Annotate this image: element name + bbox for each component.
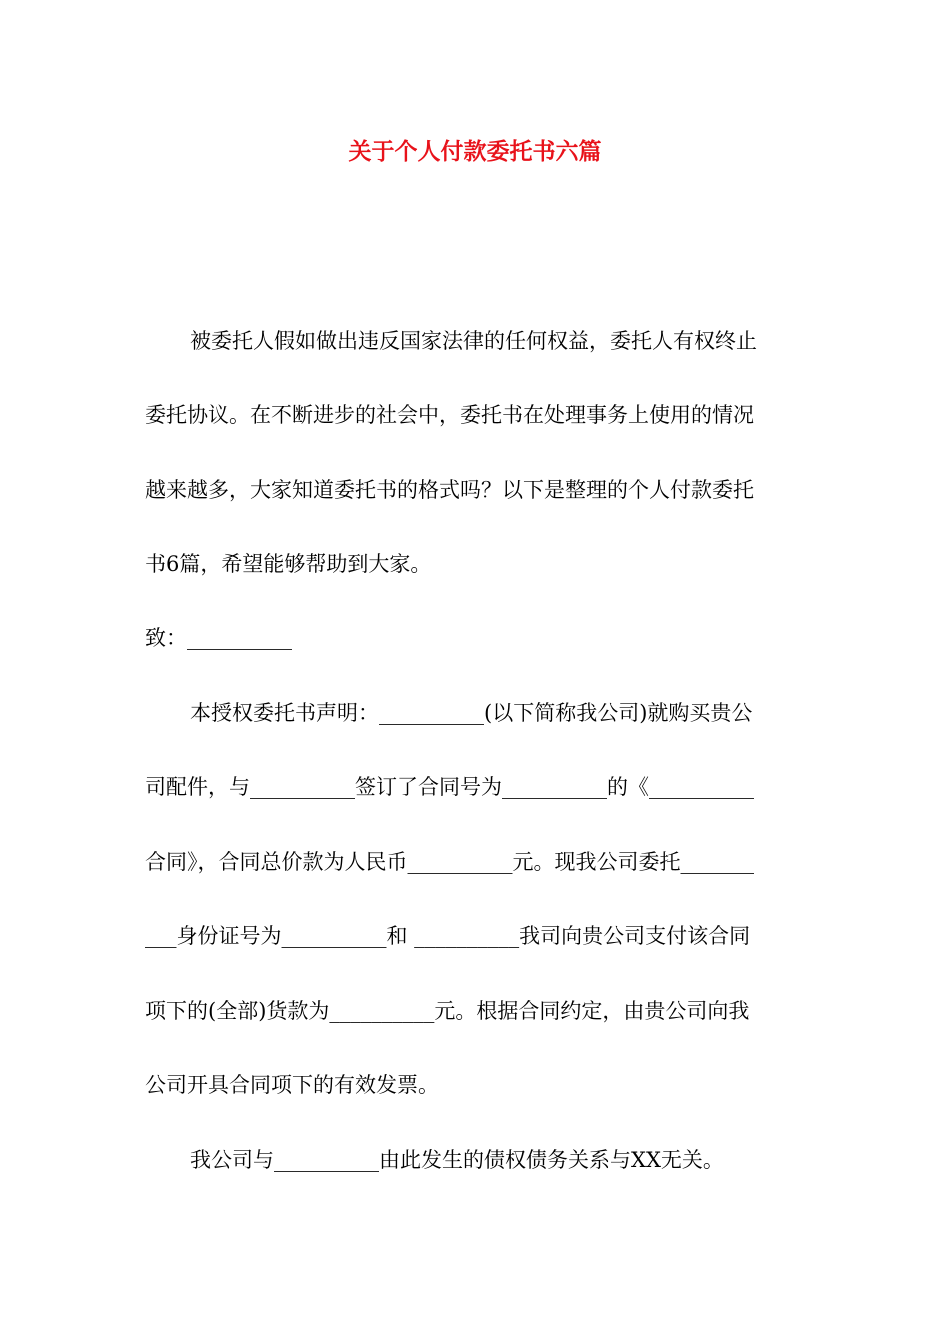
document-title: 关于个人付款委托书六篇	[348, 138, 602, 165]
intro-line-4: 书6篇，希望能够帮助到大家。	[145, 552, 432, 576]
statement-line-2: 司配件，与__________签订了合同号为__________的《__________	[145, 775, 754, 799]
intro-line-3: 越来越多，大家知道委托书的格式吗？以下是整理的个人付款委托	[145, 478, 754, 502]
intro-line-1: 被委托人假如做出违反国家法律的任何权益，委托人有权终止	[190, 329, 757, 353]
addressee-line: 致：__________	[145, 626, 292, 650]
statement-line-6: 公司开具合同项下的有效发票。	[145, 1073, 439, 1097]
liability-line: 我公司与__________由此发生的债权债务关系与XX无关。	[190, 1148, 724, 1172]
statement-line-3: 合同》，合同总价款为人民币__________元。现我公司委托_______	[145, 850, 754, 874]
statement-line-1: 本授权委托书声明：__________(以下简称我公司)就购买贵公	[190, 701, 753, 725]
statement-line-4: ___身份证号为__________和 __________我司向贵公司支付该合同	[145, 924, 751, 948]
statement-line-5: 项下的(全部)货款为__________元。根据合同约定，由贵公司向我	[145, 999, 750, 1023]
intro-line-2: 委托协议。在不断进步的社会中，委托书在处理事务上使用的情况	[145, 403, 754, 427]
